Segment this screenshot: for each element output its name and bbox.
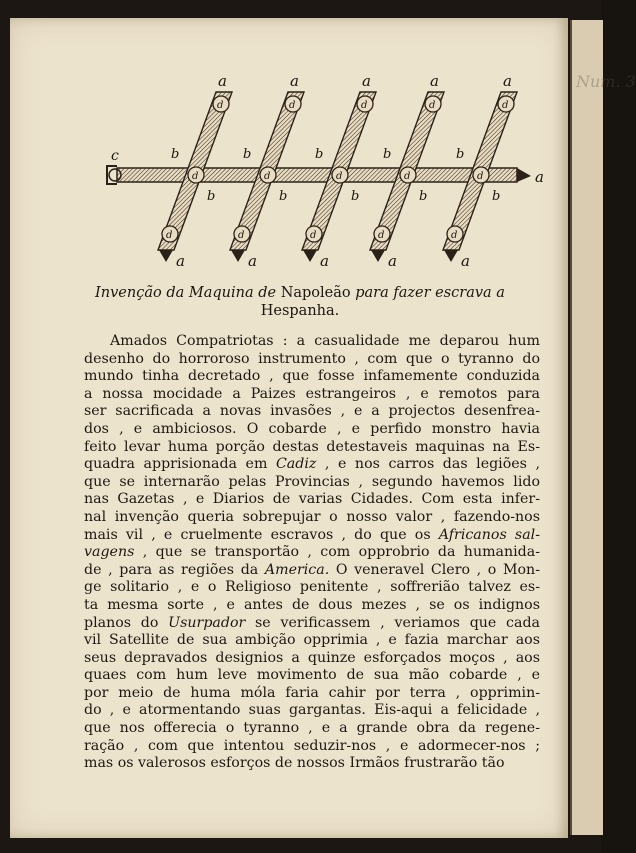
arrow-head [303,250,317,262]
arrow-head [231,250,245,262]
text-segment: desenho do horroroso instrumento , com que o tyranno do [84,350,540,367]
text-line [84,597,540,615]
arrow-head [371,250,385,262]
label-d-top: d [217,100,224,111]
label-b-lower: b [419,189,428,204]
label-d-bottom: d [451,230,458,241]
italic-text: vagens [84,544,135,561]
text-segment: que se internarão pelas Provincias , segundo havemos lido [84,473,540,490]
text-segment: ta mesma sorte , e antes de dous mezes , se os indignos [84,596,540,613]
text-segment: Amados Compatriotas : a casualidade me deparou hum [110,333,540,349]
text-segment: mais vil , e cruelmente escravos , do que os [84,526,439,543]
label-b-upper: b [383,147,392,162]
label-d-top: d [289,100,296,111]
text-segment: planos do [84,614,169,631]
label-a-top: a [290,72,299,90]
text-segment: feito levar huma porção destas detestaveis maquinas na Es- [84,438,540,455]
text-segment: mas os valerosos esforços de nossos Irmãos frustrarão tão [84,755,505,772]
text-segment: ge solitario , e o Religioso penitente , soffrerião talvez es- [84,579,540,596]
text-segment: , e nos carros das legiões , [316,456,540,473]
text-segment: se verificassem , veriamos que cada [245,614,541,631]
label-b-upper: b [171,147,180,162]
italic-text: Africanos sal- [438,526,540,543]
label-a-bottom: a [461,252,470,270]
label-a-top: a [503,72,512,90]
adjacent-page-edge [570,20,636,835]
label-d-top: d [361,100,368,111]
text-line [84,491,540,509]
text-segment: de , para as regiões da [84,561,265,578]
label-a-bottom: a [388,252,397,270]
text-segment: por meio de huma móla faria cahir por terra , opprimin- [84,684,540,701]
label-a-bottom: a [320,252,329,270]
text-line [84,720,540,738]
text-line [84,615,540,633]
text-line [84,632,540,650]
text-segment: O veneravel Clero , o Mon- [329,561,540,578]
caption-part-2: Napoleão [280,285,351,301]
text-line [84,562,540,580]
text-segment: quaes com hum leve movimento de sua mão cobarde , e [84,667,540,684]
label-d-bottom: d [166,230,173,241]
label-a-right: a [535,168,544,186]
machine-engraving [95,70,555,280]
body-text [84,333,540,773]
label-c: c [111,148,119,164]
label-b-lower: b [351,189,360,204]
text-segment: mundo tinha decretado , que fosse infamemente conduzida [84,368,540,385]
caption-part-3: para fazer escrava a [355,285,505,301]
text-line [84,667,540,685]
text-segment: vil Satellite de sua ambição opprimia , e fazia marchar aos [84,632,540,649]
label-a-top: a [218,72,227,90]
text-segment: , que se transportão , com opprobrio da humanida- [134,544,540,561]
label-d-middle: d [404,171,411,182]
bar-arrow-head [517,168,531,182]
text-segment: ração , com que intentou seduzir-nos , e adormecer-nos ; [84,737,540,754]
text-line [84,333,540,351]
italic-text: Cadiz [275,456,317,473]
text-line [84,456,540,474]
label-b-upper: b [456,147,465,162]
text-line [84,351,540,369]
text-line [84,527,540,545]
label-a-top: a [430,72,439,90]
label-d-bottom: d [238,230,245,241]
text-segment: dos , e ambiciosos. O cobarde , e perfido monstro havia [84,420,540,437]
italic-text: America. [264,561,330,578]
label-b-upper: b [315,147,324,162]
label-d-middle: d [336,171,343,182]
horizontal-bar [117,168,517,182]
label-d-top: d [502,100,509,111]
text-segment: a nossa mocidade a Paizes estrangeiros , e remotos para [84,385,540,402]
label-d-middle: d [264,171,271,182]
label-b-upper: b [243,147,252,162]
label-a-top: a [362,72,371,90]
text-segment: ser sacrificada a novas invasões , e a projectos desenfrea- [84,403,540,420]
text-segment: nas Gazetas , e Diarios de varias Cidades. Com esta infer- [84,491,540,508]
text-line [84,685,540,703]
arrow-head [444,250,458,262]
text-segment: que nos offerecia o tyranno , e a grande obra da regene- [84,720,540,737]
label-a-bottom: a [176,252,185,270]
text-segment: nal invenção queria sobrepujar o nosso valor , fazendo-nos [84,508,540,525]
text-line [84,544,540,562]
label-b-lower: b [492,189,501,204]
label-d-bottom: d [378,230,385,241]
caption-part-1: Invenção da Maquina de [95,285,277,301]
italic-text: Usurpador [168,614,246,631]
text-line [84,403,540,421]
text-line [84,386,540,404]
label-d-middle: d [192,171,199,182]
text-line [84,702,540,720]
label-b-lower: b [279,189,288,204]
label-d-top: d [429,100,436,111]
text-line [84,650,540,668]
text-segment: quadra apprisionada em [84,456,276,473]
label-b-lower: b [207,189,216,204]
text-line [84,579,540,597]
bleed-through-text: Num. 3 [576,72,636,91]
label-a-bottom: a [248,252,257,270]
label-d-middle: d [477,171,484,182]
label-d-bottom: d [310,230,317,241]
text-line [84,755,540,773]
text-line [84,421,540,439]
caption-part-4: Hespanha. [260,303,340,319]
arrow-head [159,250,173,262]
text-line [84,738,540,756]
figure-caption [30,284,570,320]
text-line [84,368,540,386]
text-segment: do , e atormentando suas gargantas. Eis-aqui a felicidade , [84,702,540,719]
text-segment: seus depravados designios a quinze esforçados moços , aos [84,649,540,666]
text-line [84,509,540,527]
text-line [84,439,540,457]
text-line [84,474,540,492]
